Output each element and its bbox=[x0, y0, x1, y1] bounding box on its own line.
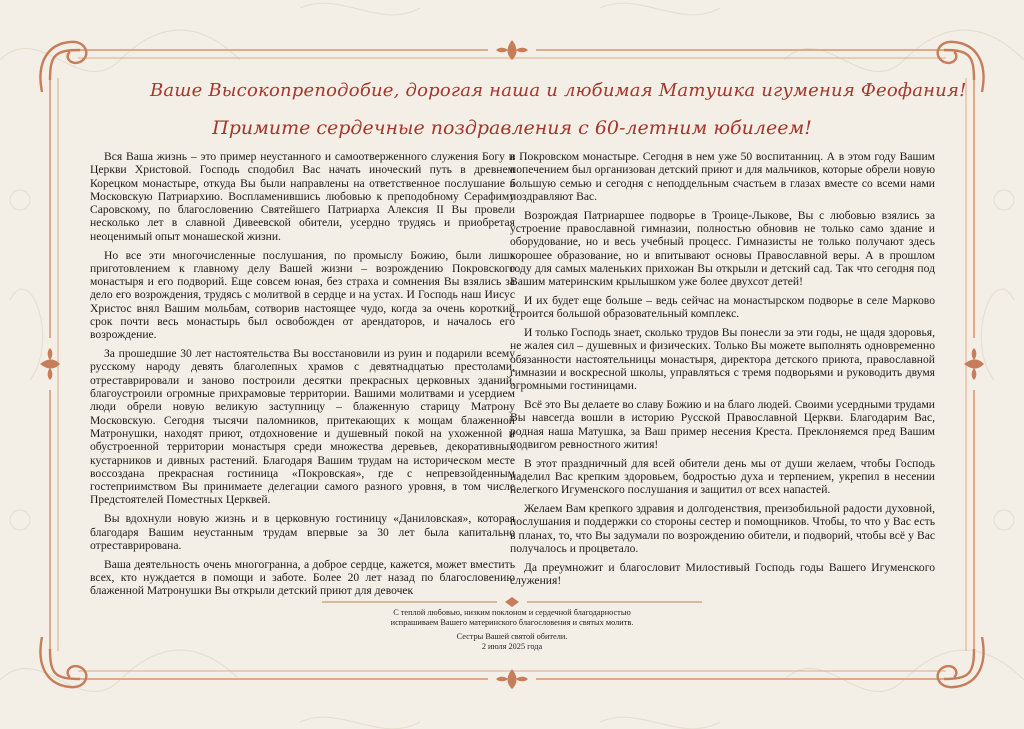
paragraph: Ваша деятельность очень многогранна, а доброе сердце, кажется, может вместить всех, кто нуждается в помощи и заботе. Более 20 лет назад по благословению блаженной Матронушки Вы открыли детский приют для девочек bbox=[90, 557, 515, 598]
divider-ornament bbox=[322, 596, 702, 608]
paragraph: Всё это Вы делаете во славу Божию и на благо людей. Своими усердными трудами Вы навсегда вошли в историю Русской Православной Церкви. Благодарим Вас, родная наша Матушка, за Ваш пример несения Креста. Преклоняемся пред Вашим подвигом ревностного жития! bbox=[510, 398, 935, 451]
left-text-column bbox=[90, 150, 515, 603]
paragraph: И их будет еще больше – ведь сейчас на монастырском подворье в селе Марково строится большой образовательный комплекс. bbox=[510, 293, 935, 321]
fleuron-right bbox=[964, 348, 984, 380]
signature-sender bbox=[312, 632, 712, 651]
signature-from: Сестры Вашей святой обители. bbox=[456, 632, 568, 641]
paragraph: в Покровском монастыре. Сегодня в нем уже 50 воспитанниц. А в этом году Вашим попечением был организован детский приют и для мальчиков, которые обрели новую большую семью и сегодня с неподдельным счастьем в глазах вместе со всеми нами поздравляют Вас. bbox=[510, 150, 935, 203]
signature-date: 2 июля 2025 года bbox=[481, 641, 543, 651]
paragraph: И только Господь знает, сколько трудов Вы понесли за эти годы, не щадя здоровья, не жалея сил – душевных и физических. Только Вы можете выполнять одновременно обязанности настоятельницы монастыря, директора детского приюта, православной гимназии и воскресной школы, управляться с тремя подворьями и руководить двумя огромными гостиницами. bbox=[510, 326, 935, 393]
fleuron-left bbox=[40, 348, 60, 380]
signature-line: испрашиваем Вашего материнского благословения и святых молитв. bbox=[390, 617, 634, 627]
paragraph: Вся Ваша жизнь – это пример неустанного и самоотверженного служения Богу и Церкви Христовой. Господь сподобил Вас начать иноческий путь в древнем Корецком монастыре, откуда Вы были направлены на ответственное послушание в Московскую Патриархию. Воспламенившись любовью к преподобному Серафиму Саровскому, по благословению Святейшего Патриарха Алексия II Вы провели несколько лет в славной Дивеевской обители, усердно трудясь и приобретая неоценимый опыт монашеской жизни. bbox=[90, 150, 515, 243]
corner-ornament-bl bbox=[40, 637, 86, 687]
congratulations-title: Примите сердечные поздравления с 60-летним юбилеем! bbox=[212, 117, 812, 139]
paragraph: В этот праздничный для всей обители день мы от души желаем, чтобы Господь наделил Вас крепким здоровьем, бодростью духа и терпением, укрепил в несении нелегкого Игуменского послушания и защитил от всех напастей. bbox=[510, 456, 935, 497]
fleuron-top bbox=[496, 40, 528, 60]
signature-block bbox=[312, 608, 712, 627]
paragraph: Вы вдохнули новую жизнь и в церковную гостиницу «Даниловская», которая благодаря Вашим неустанным трудам впервые за 30 лет была капитально отреставрирована. bbox=[90, 512, 515, 552]
paragraph: Возрождая Патриаршее подворье в Троице-Лыкове, Вы с любовью взялись за устроение православной гимназии, полностью обновив не только само здание и оборудование, но и весь учебный процесс. Гимназисты не только получают здесь хорошее образование, но и впитывают основы Православной веры. А в прошлом году для самых маленьких прихожан Вы открыли и детский сад. Так что сегодня под Вашим материнским крылышком уже более двухсот детей! bbox=[510, 208, 935, 289]
paragraph: Желаем Вам крепкого здравия и долгоденствия, преизобильной радости духовной, послушания и поддержки со стороны сестер и помощников. Чтобы, то что у Вас есть в планах, то, что Вы задумали по возрождению обители, и подворий, чтобы всё у Вас получалось и процветало. bbox=[510, 502, 935, 556]
signature-line: С теплой любовью, низким поклоном и сердечной благодарностью bbox=[393, 608, 631, 617]
corner-ornament-br bbox=[938, 637, 984, 687]
corner-ornament-tl bbox=[40, 42, 86, 92]
greeting-title: Ваше Высокопреподобие, дорогая наша и любимая Матушка игумения Феофания! bbox=[150, 80, 967, 101]
paragraph: Но все эти многочисленные послушания, по промыслу Божию, были лишь приготовлением к главному делу Вашей жизни – возрождению Покровского монастыря и его подворий. Еще совсем юная, без страха и сомнения Вы взялись за дело его возрождения, трудясь с молитвой в сердце и на устах. И Господь наш Иисус Христос внял Вашим мольбам, сотворив настоящее чудо, когда за очень короткий срок почти весь монастырь был освобожден от арендаторов, и началось его возрождение. bbox=[90, 248, 515, 342]
paragraph: За прошедшие 30 лет настоятельства Вы восстановили из руин и подарили всему русскому народу девять благолепных храмов с девятнадцатью престолами, отреставрировали и заново построили десятки прекрасных церковных зданий, благоустроили огромные прихрамовые территории. Вашими молитвами и усердием люди обрели новую великую заступницу – блаженную старицу Матрону Московскую. Сегодня тысячи паломников, притекающих к мощам блаженной Матронушки, находят приют, отдохновение и душевный покой на ухоженной и обустроенной территории монастыря среди множества деревьев, декоративных кустарников и дивных растений. Благодаря Вашим трудам на историческом месте воссоздана прекрасная гостиница «Покровская», где с непревзойденным гостеприимством Вы принимаете делегации самого разного уровня, в том числе Предстоятелей Поместных Церквей. bbox=[90, 347, 515, 507]
fleuron-bottom bbox=[496, 669, 528, 689]
right-text-column bbox=[510, 150, 935, 593]
paragraph: Да преумножит и благословит Милостивый Господь годы Вашего Игуменского служения! bbox=[510, 560, 935, 588]
